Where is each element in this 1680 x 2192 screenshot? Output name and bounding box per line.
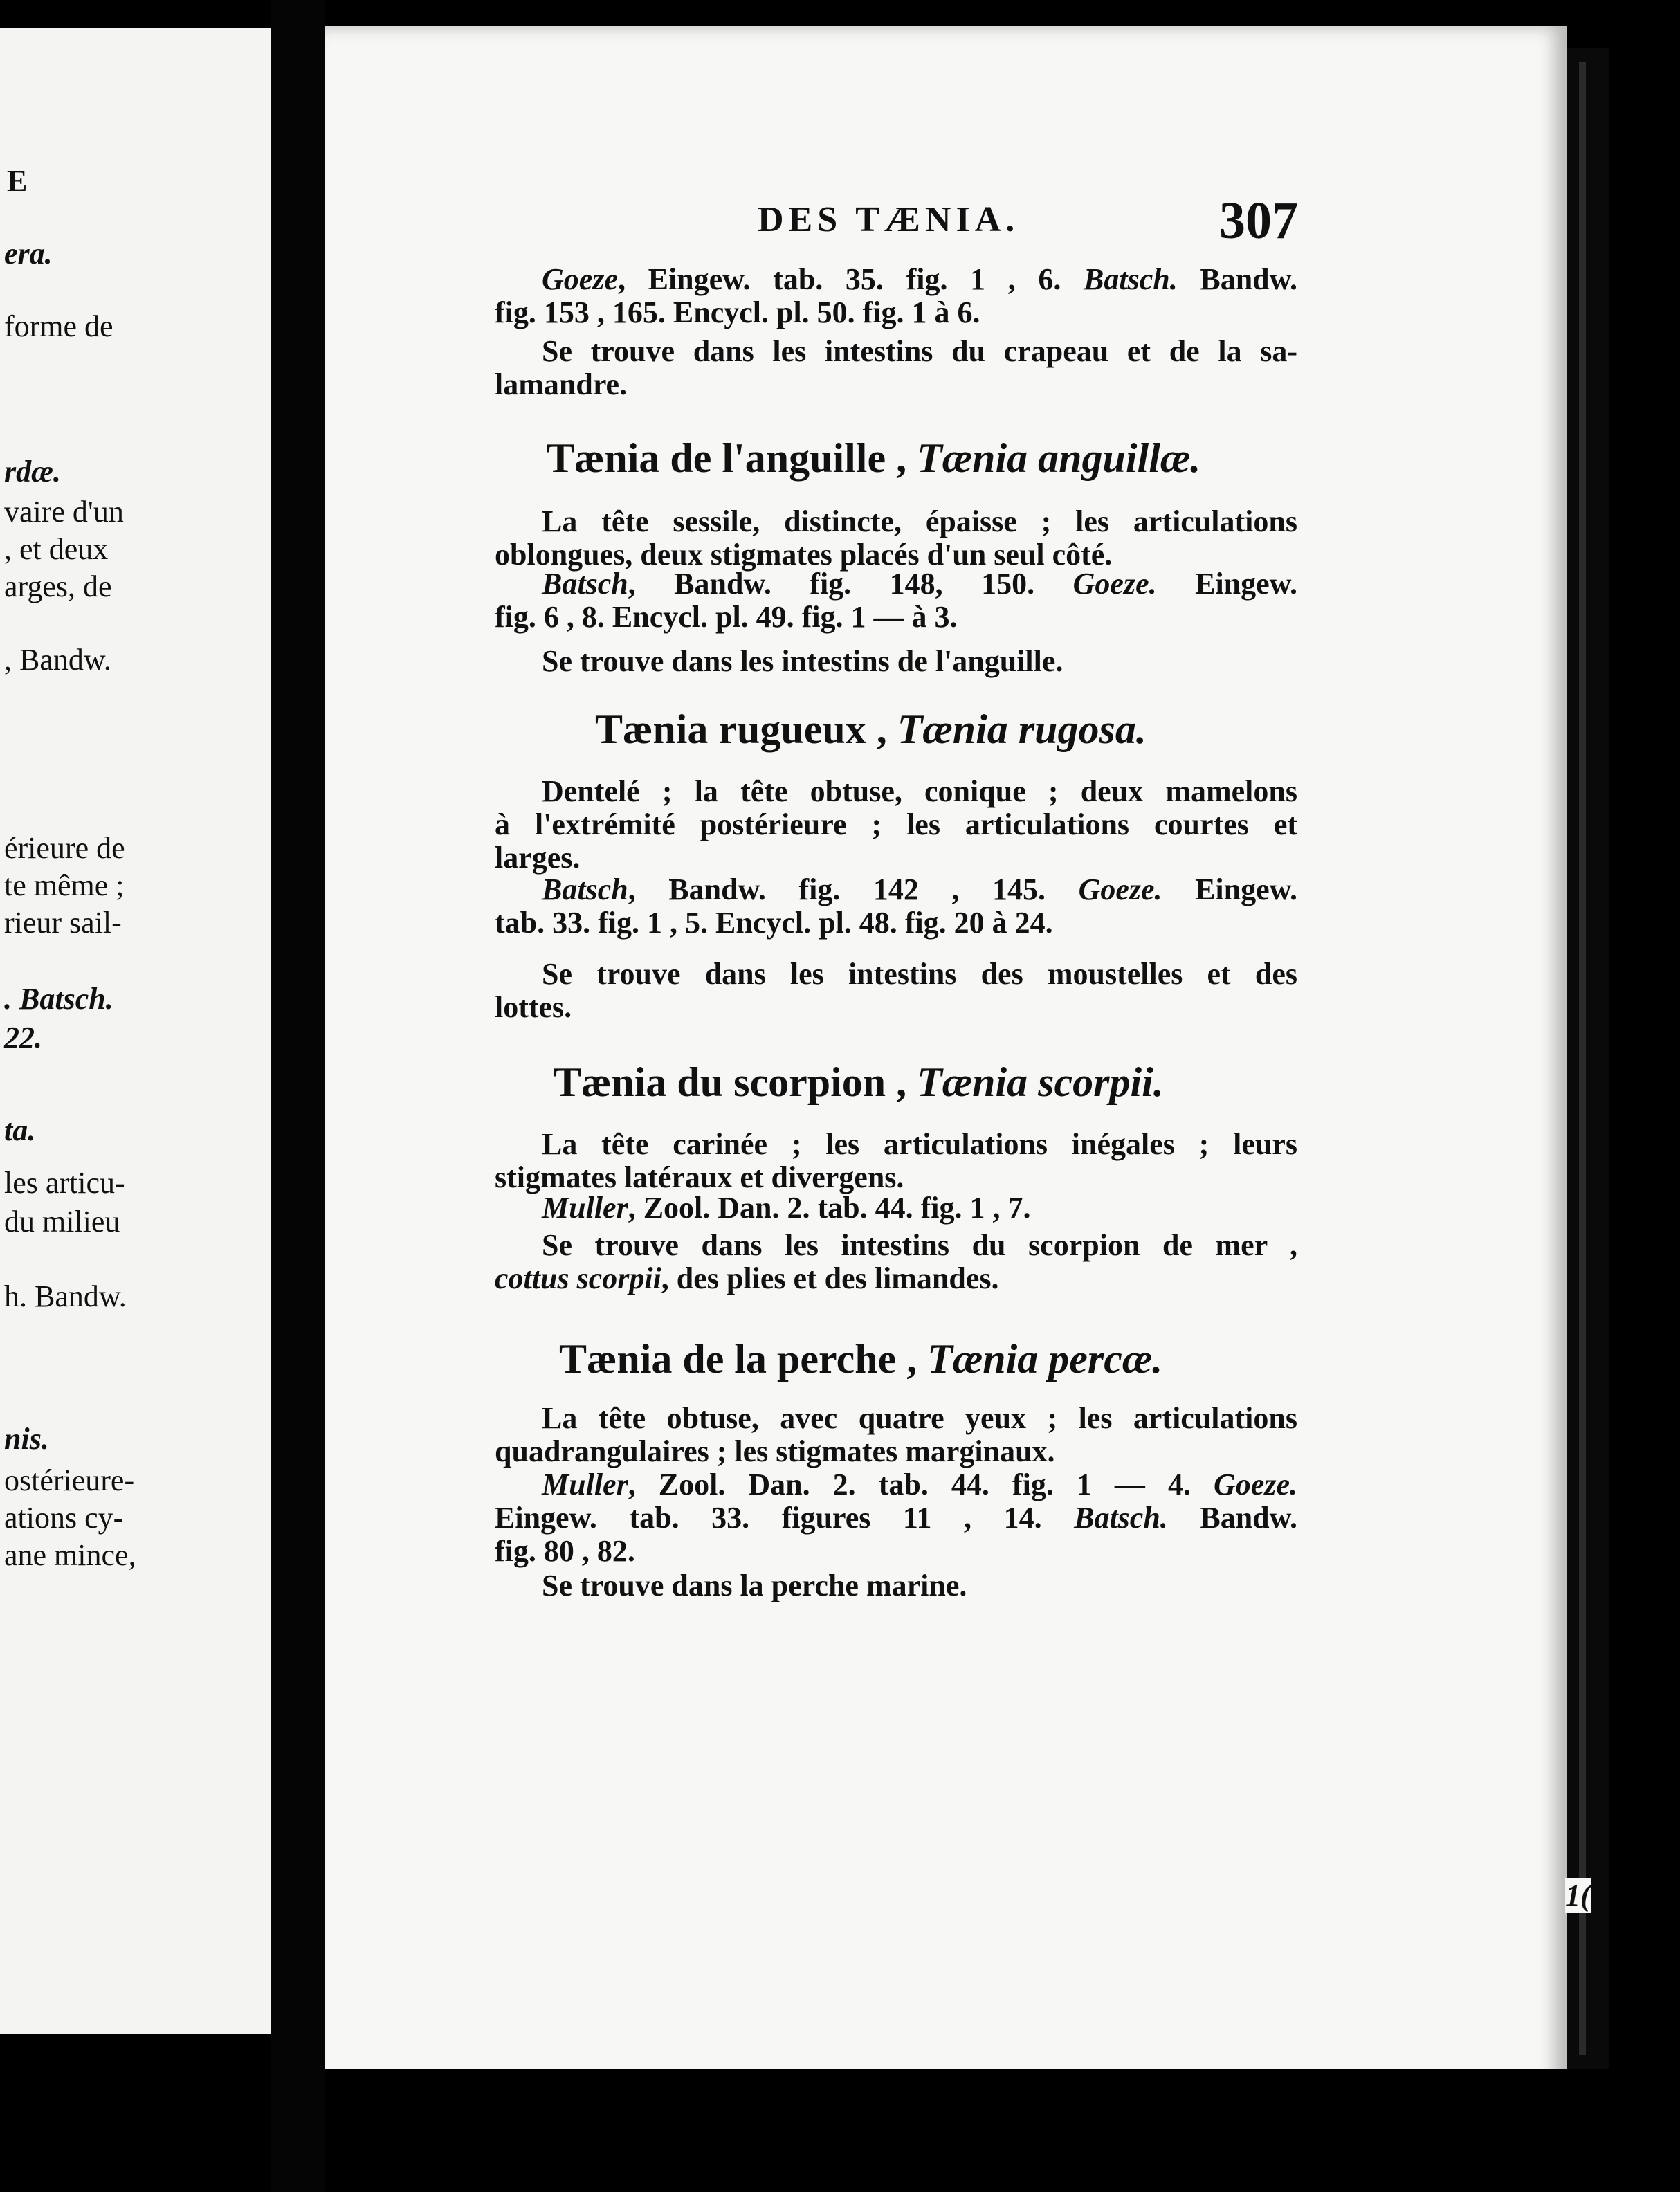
author-citation: Batsch bbox=[542, 873, 628, 906]
line-text: Se trouve dans les intestins des moustelles et des bbox=[542, 957, 1297, 991]
text-line bbox=[495, 505, 1297, 538]
line-text: tab. 33. fig. 1 , 5. Encycl. pl. 48. fig. 20 à 24. bbox=[495, 906, 1053, 940]
author-citation: Batsch. bbox=[1084, 262, 1178, 296]
left-page-fragment: ations cy- bbox=[4, 1501, 124, 1535]
line-text: Se trouve dans les intestins du crapeau et de la sa- bbox=[542, 334, 1297, 368]
left-page-fragment: ta. bbox=[4, 1113, 36, 1147]
page-number: 307 bbox=[1219, 192, 1298, 250]
left-page-fragment: arges, de bbox=[4, 569, 112, 603]
scientific-name: Tænia percæ. bbox=[927, 1336, 1163, 1382]
text-line bbox=[495, 335, 1297, 368]
left-page-fragment: te même ; bbox=[4, 868, 125, 902]
line-text: oblongues, deux stigmates placés d'un seul côté. bbox=[495, 538, 1113, 572]
line-text: Se trouve dans la perche marine. bbox=[542, 1569, 967, 1602]
left-page-fragment: nis. bbox=[4, 1422, 49, 1456]
text-line bbox=[495, 645, 1297, 678]
left-page-fragment: , Bandw. bbox=[4, 643, 111, 677]
line-text: larges. bbox=[495, 841, 581, 875]
species-heading bbox=[595, 706, 1147, 754]
author-citation: Goeze. bbox=[1072, 567, 1157, 601]
paragraph bbox=[495, 1128, 1297, 1194]
text-line bbox=[495, 567, 1297, 601]
paragraph bbox=[495, 1468, 1297, 1568]
left-page-fragment: vaire d'un bbox=[4, 495, 124, 529]
line-text: , Zool. Dan. 2. tab. 44. fig. 1 , 7. bbox=[628, 1191, 1031, 1225]
common-name: Tænia du scorpion , bbox=[554, 1059, 917, 1105]
binding-gutter bbox=[271, 0, 325, 2192]
paragraph bbox=[495, 505, 1297, 572]
line-text: Eingew. tab. 33. figures 11 , 14. bbox=[495, 1501, 1075, 1535]
text-line bbox=[495, 296, 1297, 329]
paragraph bbox=[495, 1191, 1297, 1225]
paragraph bbox=[495, 1402, 1297, 1468]
left-page-fragment: . Batsch. bbox=[4, 982, 113, 1016]
line-text: à l'extrémité postérieure ; les articulations courtes et bbox=[495, 807, 1297, 841]
text-line bbox=[495, 1191, 1297, 1225]
text-line bbox=[495, 1569, 1297, 1602]
line-text: La tête sessile, distincte, épaisse ; les articulations bbox=[542, 504, 1297, 538]
left-page-fragment: E bbox=[7, 164, 28, 198]
left-page-fragment: les articu- bbox=[4, 1166, 125, 1200]
species-heading bbox=[554, 1059, 1164, 1106]
paragraph bbox=[495, 1229, 1297, 1295]
paragraph bbox=[495, 567, 1297, 634]
paragraph bbox=[495, 775, 1297, 875]
page-edge-shadow bbox=[1567, 48, 1609, 2069]
line-text: La tête carinée ; les articulations inégales ; leurs bbox=[542, 1127, 1297, 1161]
line-text: La tête obtuse, avec quatre yeux ; les articulations bbox=[542, 1401, 1297, 1435]
line-text: Se trouve dans les intestins de l'anguille. bbox=[542, 644, 1063, 678]
paragraph bbox=[495, 873, 1297, 940]
left-page-fragment: era. bbox=[4, 237, 53, 271]
page-edge-line bbox=[1579, 62, 1586, 2055]
margin-mark: 1( bbox=[1565, 1879, 1591, 1912]
paragraph bbox=[495, 263, 1297, 329]
paragraph bbox=[495, 958, 1297, 1024]
left-page-fragment: érieure de bbox=[4, 831, 125, 865]
line-text: lottes. bbox=[495, 990, 572, 1024]
text-line bbox=[495, 958, 1297, 991]
line-text: stigmates latéraux et divergens. bbox=[495, 1160, 904, 1194]
line-text: lamandre. bbox=[495, 367, 628, 401]
common-name: Tænia rugueux , bbox=[595, 706, 897, 752]
text-line bbox=[495, 1262, 1297, 1295]
author-citation: Muller bbox=[542, 1191, 628, 1225]
common-name: Tænia de l'anguille , bbox=[547, 435, 917, 481]
line-text: Bandw. bbox=[1167, 1501, 1297, 1535]
line-text: , Bandw. fig. 148, 150. bbox=[628, 567, 1073, 601]
line-text: fig. 80 , 82. bbox=[495, 1534, 635, 1568]
text-line bbox=[495, 841, 1297, 875]
line-text: Se trouve dans les intestins du scorpion de mer , bbox=[542, 1228, 1297, 1262]
common-name: Tænia de la perche , bbox=[559, 1336, 928, 1382]
author-citation: Goeze. bbox=[1078, 873, 1162, 906]
line-text: Eingew. bbox=[1162, 873, 1298, 906]
text-line bbox=[495, 808, 1297, 841]
text-line bbox=[495, 1468, 1297, 1501]
paragraph bbox=[495, 1569, 1297, 1602]
left-facing-page bbox=[0, 28, 271, 2034]
author-citation: Goeze. bbox=[1214, 1468, 1297, 1501]
scientific-name: Tænia scorpii. bbox=[917, 1059, 1164, 1105]
text-line bbox=[495, 873, 1297, 906]
left-page-fragment: du milieu bbox=[4, 1205, 120, 1239]
line-text: Bandw. bbox=[1177, 262, 1297, 296]
left-page-fragment: rdæ. bbox=[4, 455, 61, 488]
text-line bbox=[495, 1128, 1297, 1161]
species-heading bbox=[547, 435, 1200, 482]
text-line bbox=[495, 1435, 1297, 1468]
left-page-fragment: 22. bbox=[4, 1021, 42, 1054]
scan-bottom-border bbox=[325, 2069, 1612, 2192]
paragraph bbox=[495, 335, 1297, 401]
line-text: Dentelé ; la tête obtuse, conique ; deux mamelons bbox=[542, 774, 1297, 808]
text-line bbox=[495, 263, 1297, 296]
text-line bbox=[495, 1402, 1297, 1435]
running-head: DES TÆNIA. bbox=[758, 200, 1020, 239]
line-text: Eingew. bbox=[1156, 567, 1298, 601]
line-text: , Zool. Dan. 2. tab. 44. fig. 1 — 4. bbox=[628, 1468, 1214, 1501]
line-text: fig. 153 , 165. Encycl. pl. 50. fig. 1 à 6. bbox=[495, 295, 980, 329]
text-line bbox=[495, 1161, 1297, 1194]
scientific-name: Tænia rugosa. bbox=[897, 706, 1147, 752]
author-citation: Muller bbox=[542, 1468, 628, 1501]
line-text: , des plies et des limandes. bbox=[661, 1261, 999, 1295]
paragraph bbox=[495, 645, 1297, 678]
text-line bbox=[495, 1229, 1297, 1262]
text-line bbox=[495, 368, 1297, 401]
left-page-fragment: , et deux bbox=[4, 532, 109, 566]
text-line bbox=[495, 775, 1297, 808]
author-citation: Batsch. bbox=[1074, 1501, 1168, 1535]
line-text: fig. 6 , 8. Encycl. pl. 49. fig. 1 — à 3. bbox=[495, 600, 958, 634]
text-line bbox=[495, 906, 1297, 940]
scientific-name: Tænia anguillæ. bbox=[917, 435, 1201, 481]
left-page-fragment: h. Bandw. bbox=[4, 1279, 127, 1313]
line-text: , Bandw. fig. 142 , 145. bbox=[628, 873, 1079, 906]
line-text: quadrangulaires ; les stigmates marginaux. bbox=[495, 1434, 1055, 1468]
text-line bbox=[495, 1535, 1297, 1568]
text-line bbox=[495, 1501, 1297, 1535]
line-text: , Eingew. tab. 35. fig. 1 , 6. bbox=[617, 262, 1084, 296]
left-page-fragment: forme de bbox=[4, 309, 113, 343]
species-heading bbox=[559, 1335, 1162, 1383]
left-page-fragment: rieur sail- bbox=[4, 906, 122, 940]
left-page-fragment: ane mince, bbox=[4, 1538, 136, 1572]
author-citation: Batsch bbox=[542, 567, 628, 601]
left-page-fragment: ostérieure- bbox=[4, 1463, 135, 1497]
text-line bbox=[495, 991, 1297, 1024]
author-citation: Goeze bbox=[542, 262, 618, 296]
author-citation: cottus scorpii bbox=[495, 1261, 661, 1295]
text-line bbox=[495, 601, 1297, 634]
